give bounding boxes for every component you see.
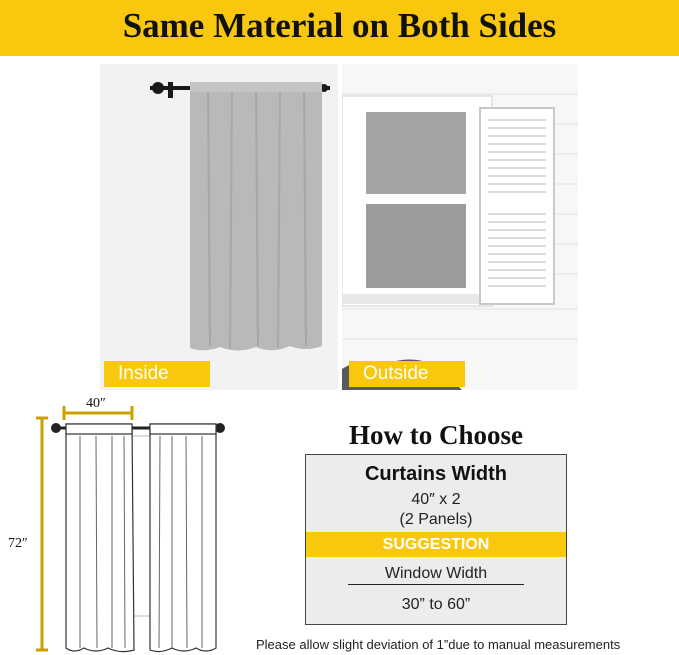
measurement-footnote: Please allow slight deviation of 1”due to manual measurements (256, 637, 621, 652)
inside-label: Inside (104, 361, 210, 387)
title-banner (0, 0, 679, 56)
height-dimension-label: 72″ (8, 536, 28, 551)
window-width-range: 30” to 60” (401, 596, 471, 613)
window-width-label: Window Width (384, 565, 488, 582)
how-to-choose-title: How to Choose (349, 420, 523, 450)
panels-note: (2 Panels) (399, 511, 473, 528)
width-dimension-label: 40″ (86, 396, 106, 411)
suggestion-label: SUGGESTION (306, 532, 566, 557)
size-guide-box (305, 454, 567, 625)
curtains-width-heading: Curtains Width (364, 463, 508, 485)
curtains-width-value: 40″ x 2 (411, 491, 461, 508)
outside-window-illustration (342, 64, 578, 390)
outside-label: Outside (349, 361, 465, 387)
outside-photo (342, 64, 578, 390)
banner-title: Same Material on Both Sides (122, 6, 557, 45)
inside-curtain-illustration (100, 64, 338, 390)
curtain-dimension-diagram (0, 392, 240, 655)
guide-divider (348, 584, 524, 585)
inside-photo (100, 64, 338, 390)
